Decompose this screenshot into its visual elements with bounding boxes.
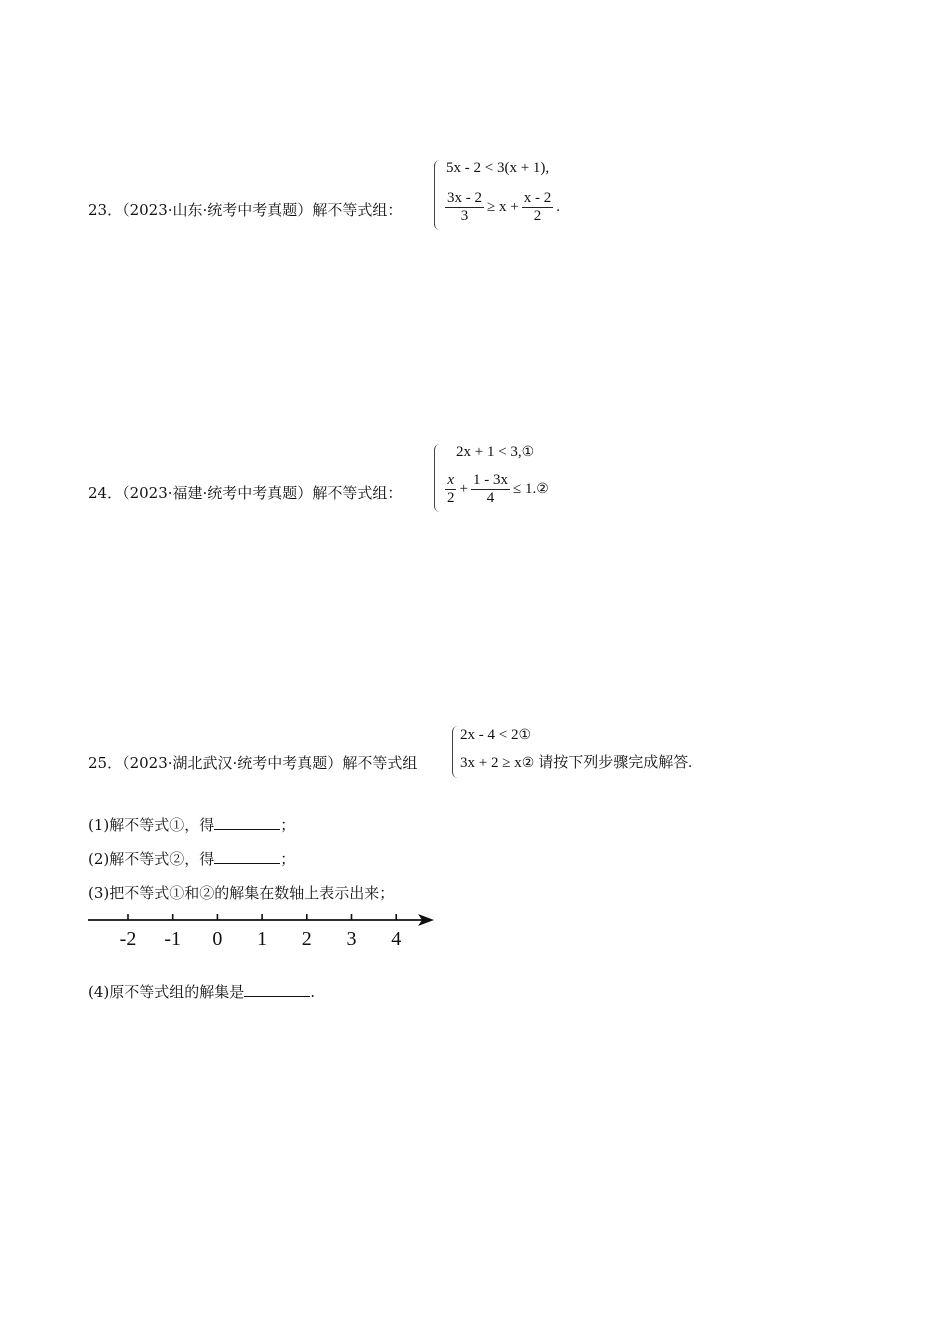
q25-answer-blank-4[interactable] [244, 982, 310, 997]
q24-mark-1: ① [521, 445, 535, 460]
number-line-tick-label: 3 [346, 928, 357, 950]
q25-number: 25． [88, 754, 123, 772]
number-line-tick-label: 1 [257, 928, 268, 950]
q25-mark-2: ② [521, 755, 535, 771]
number-line-tick-label: 2 [301, 928, 312, 950]
q25-mark-1: ① [518, 728, 532, 743]
number-line-tick-label: 0 [212, 928, 223, 950]
q24-fraction-b: $\frac{1 - 3x}{4}$ [472, 472, 508, 506]
q25-inequality-1: 2x - 4 < 2 ① [460, 727, 532, 743]
number-line-tick-label: 4 [391, 928, 402, 950]
q23-inequality-1: 5x - 2 < 3(x + 1), [446, 160, 550, 176]
q25-step-2: (2)解不等式②，得 ； [88, 850, 296, 868]
q24-mark-2: ② [536, 482, 549, 497]
q24-source: （2023·福建·统考中考真题） [122, 484, 313, 502]
q25-step-4: (4)原不等式组的解集是 . [88, 983, 316, 1001]
q24-fraction-a: $\frac{x}{2}$ [447, 472, 455, 506]
number-line-tick-label: -2 [119, 928, 137, 950]
q25-answer-blank-2[interactable] [214, 849, 280, 864]
q23-inequality-2: $\frac{3x - 2}{3}$ ≥ x + $\frac{x - 2}{2}$ . [447, 190, 560, 224]
q23-prompt: 解不等式组： [312, 201, 403, 219]
q24-prompt: 解不等式组： [312, 484, 403, 502]
q24-inequality-1: 2x + 1 < 3, ① [456, 444, 535, 460]
q24-number: 24． [88, 484, 123, 502]
number-line[interactable] [84, 906, 440, 956]
q23-fraction-b: $\frac{x - 2}{2}$ [523, 190, 552, 224]
q23-source: （2023·山东·统考中考真题） [122, 201, 313, 219]
q25-instruction: 请按下列步骤完成解答. [538, 755, 693, 771]
q25-step-3: (3)把不等式①和②的解集在数轴上表示出来； [88, 884, 395, 902]
q23-number: 23． [88, 201, 123, 219]
q25-step-1: (1)解不等式①，得 ； [88, 816, 296, 834]
number-line-tick-label: -1 [164, 928, 182, 950]
q25-inequality-2: 3x + 2 ≥ x ② 请按下列步骤完成解答. [460, 754, 693, 771]
q25-source: （2023·湖北武汉·统考中考真题） [122, 754, 343, 772]
q24-inequality-2: $\frac{x}{2}$ + $\frac{1 - 3x}{4}$ ≤ 1. ② [447, 472, 549, 506]
q23-fraction-a: $\frac{3x - 2}{3}$ [447, 190, 482, 224]
q24-stem [88, 483, 402, 503]
q25-stem [88, 753, 417, 773]
q23-stem [88, 200, 402, 220]
q25-prompt: 解不等式组 [342, 754, 418, 772]
q25-answer-blank-1[interactable] [214, 815, 280, 830]
